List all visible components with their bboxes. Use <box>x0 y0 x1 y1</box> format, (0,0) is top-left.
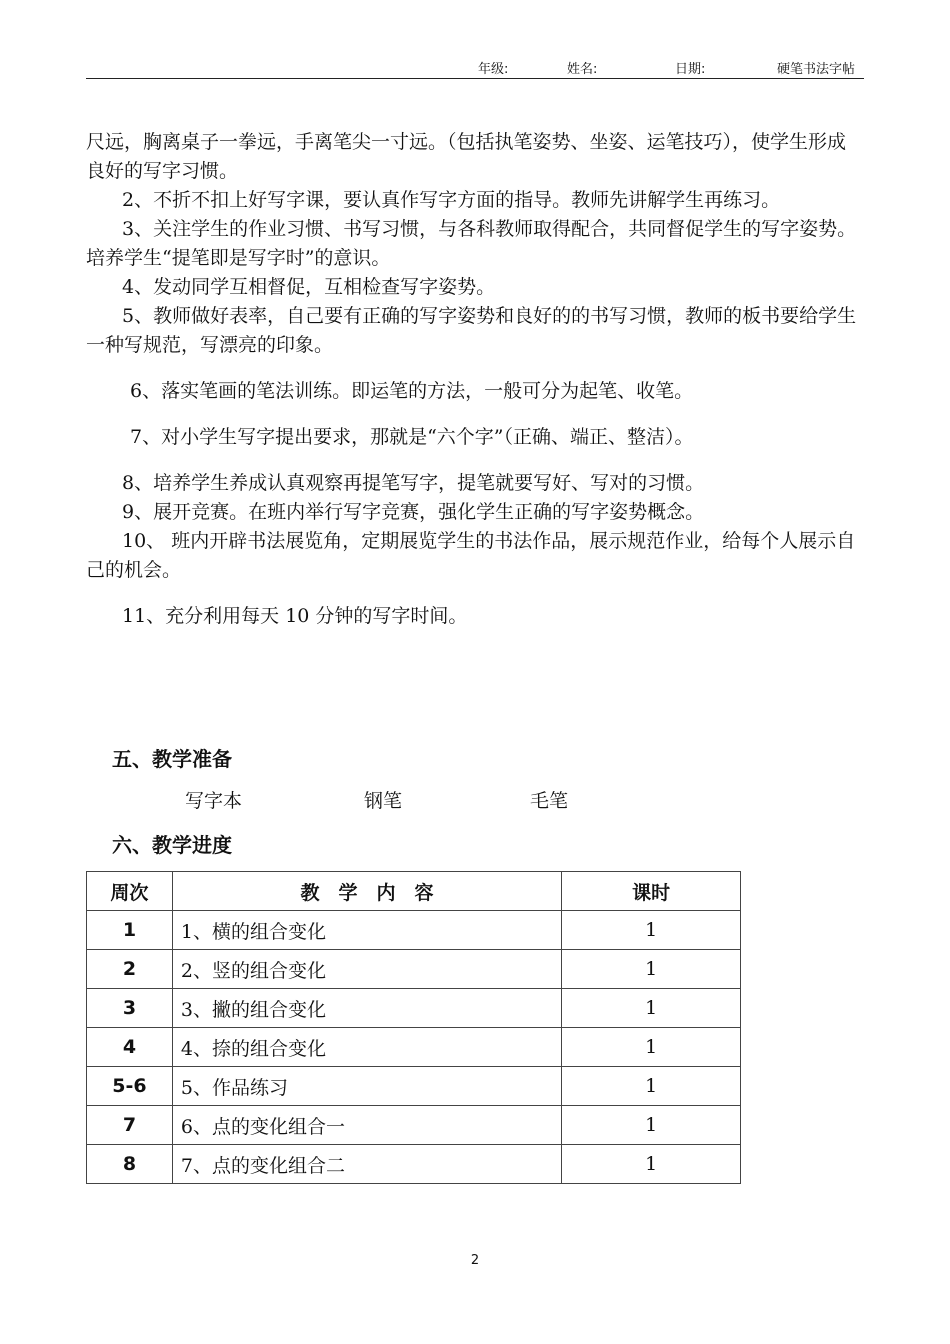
cell-hours: 1 <box>562 950 741 989</box>
cell-week: 4 <box>87 1028 173 1067</box>
table-row <box>87 1067 741 1106</box>
header-title: 硬笔书法字帖 <box>777 62 856 77</box>
cell-content: 7、点的变化组合二 <box>172 1145 561 1184</box>
cell-content: 4、捺的组合变化 <box>172 1028 561 1067</box>
cell-content: 1、横的组合变化 <box>172 911 561 950</box>
cell-hours: 1 <box>562 911 741 950</box>
paragraph: 3、关注学生的作业习惯、书写习惯，与各科教师取得配合，共同督促学生的写字姿势。培养学生“提笔即是写字时”的意识。 <box>86 218 857 269</box>
cell-hours: 1 <box>562 1145 741 1184</box>
section-title-preparation: 五、教学准备 <box>112 747 232 771</box>
paragraph: 2、不折不扣上好写字课，要认真作写字方面的指导。教师先讲解学生再练习。 <box>122 189 781 211</box>
cell-content: 5、作品练习 <box>172 1067 561 1106</box>
cell-week: 8 <box>87 1145 173 1184</box>
body-text <box>86 128 864 631</box>
cell-week: 5-6 <box>87 1067 173 1106</box>
column-header-week: 周次 <box>87 872 173 911</box>
paragraph: 4、发动同学互相督促，互相检查写字姿势。 <box>122 276 496 298</box>
date-label: 日期: <box>675 62 706 77</box>
cell-week: 7 <box>87 1106 173 1145</box>
cell-content: 6、点的变化组合一 <box>172 1106 561 1145</box>
table-row <box>87 911 741 950</box>
paragraph: 11、充分利用每天 10 分钟的写字时间。 <box>122 605 468 627</box>
material-item: 写字本 <box>185 790 243 812</box>
cell-hours: 1 <box>562 1067 741 1106</box>
paragraph: 9、展开竞赛。在班内举行写字竞赛，强化学生正确的写字姿势概念。 <box>122 501 705 523</box>
paragraph: 尺远，胸离桌子一拳远，手离笔尖一寸远。（包括执笔姿势、坐姿、运笔技巧），使学生形成良好的写字习惯。 <box>86 131 847 182</box>
material-item: 钢笔 <box>364 790 403 812</box>
paragraph: 8、培养学生养成认真观察再提笔写字，提笔就要写好、写对的习惯。 <box>122 472 705 494</box>
table-header-row <box>87 872 741 911</box>
schedule-table <box>86 871 741 1184</box>
material-item: 毛笔 <box>530 790 569 812</box>
cell-hours: 1 <box>562 1028 741 1067</box>
cell-content: 3、撇的组合变化 <box>172 989 561 1028</box>
cell-week: 2 <box>87 950 173 989</box>
paragraph: 5、教师做好表率，自己要有正确的写字姿势和良好的的书写习惯，教师的板书要给学生一种写规范，写漂亮的印象。 <box>86 305 857 356</box>
table-row <box>87 1106 741 1145</box>
cell-week: 1 <box>87 911 173 950</box>
paragraph: 10、 班内开辟书法展览角，定期展览学生的书法作品，展示规范作业，给每个人展示自己的机会。 <box>86 530 856 581</box>
page-number: 2 <box>470 1253 480 1268</box>
cell-week: 3 <box>87 989 173 1028</box>
cell-content: 2、竖的组合变化 <box>172 950 561 989</box>
cell-hours: 1 <box>562 1106 741 1145</box>
table-row <box>87 950 741 989</box>
section-title-schedule: 六、教学进度 <box>112 833 232 857</box>
column-header-content: 教 学 内 容 <box>172 872 561 911</box>
page-header <box>86 56 864 79</box>
paragraph: 6、落实笔画的笔法训练。即运笔的方法，一般可分为起笔、收笔。 <box>130 380 694 402</box>
cell-hours: 1 <box>562 989 741 1028</box>
table-row <box>87 989 741 1028</box>
column-header-hours: 课时 <box>562 872 741 911</box>
table-row <box>87 1145 741 1184</box>
name-label: 姓名: <box>567 62 598 77</box>
paragraph: 7、对小学生写字提出要求，那就是“六个字”（正确、端正、整洁）。 <box>130 426 694 448</box>
grade-label: 年级: <box>478 62 509 77</box>
table-row <box>87 1028 741 1067</box>
